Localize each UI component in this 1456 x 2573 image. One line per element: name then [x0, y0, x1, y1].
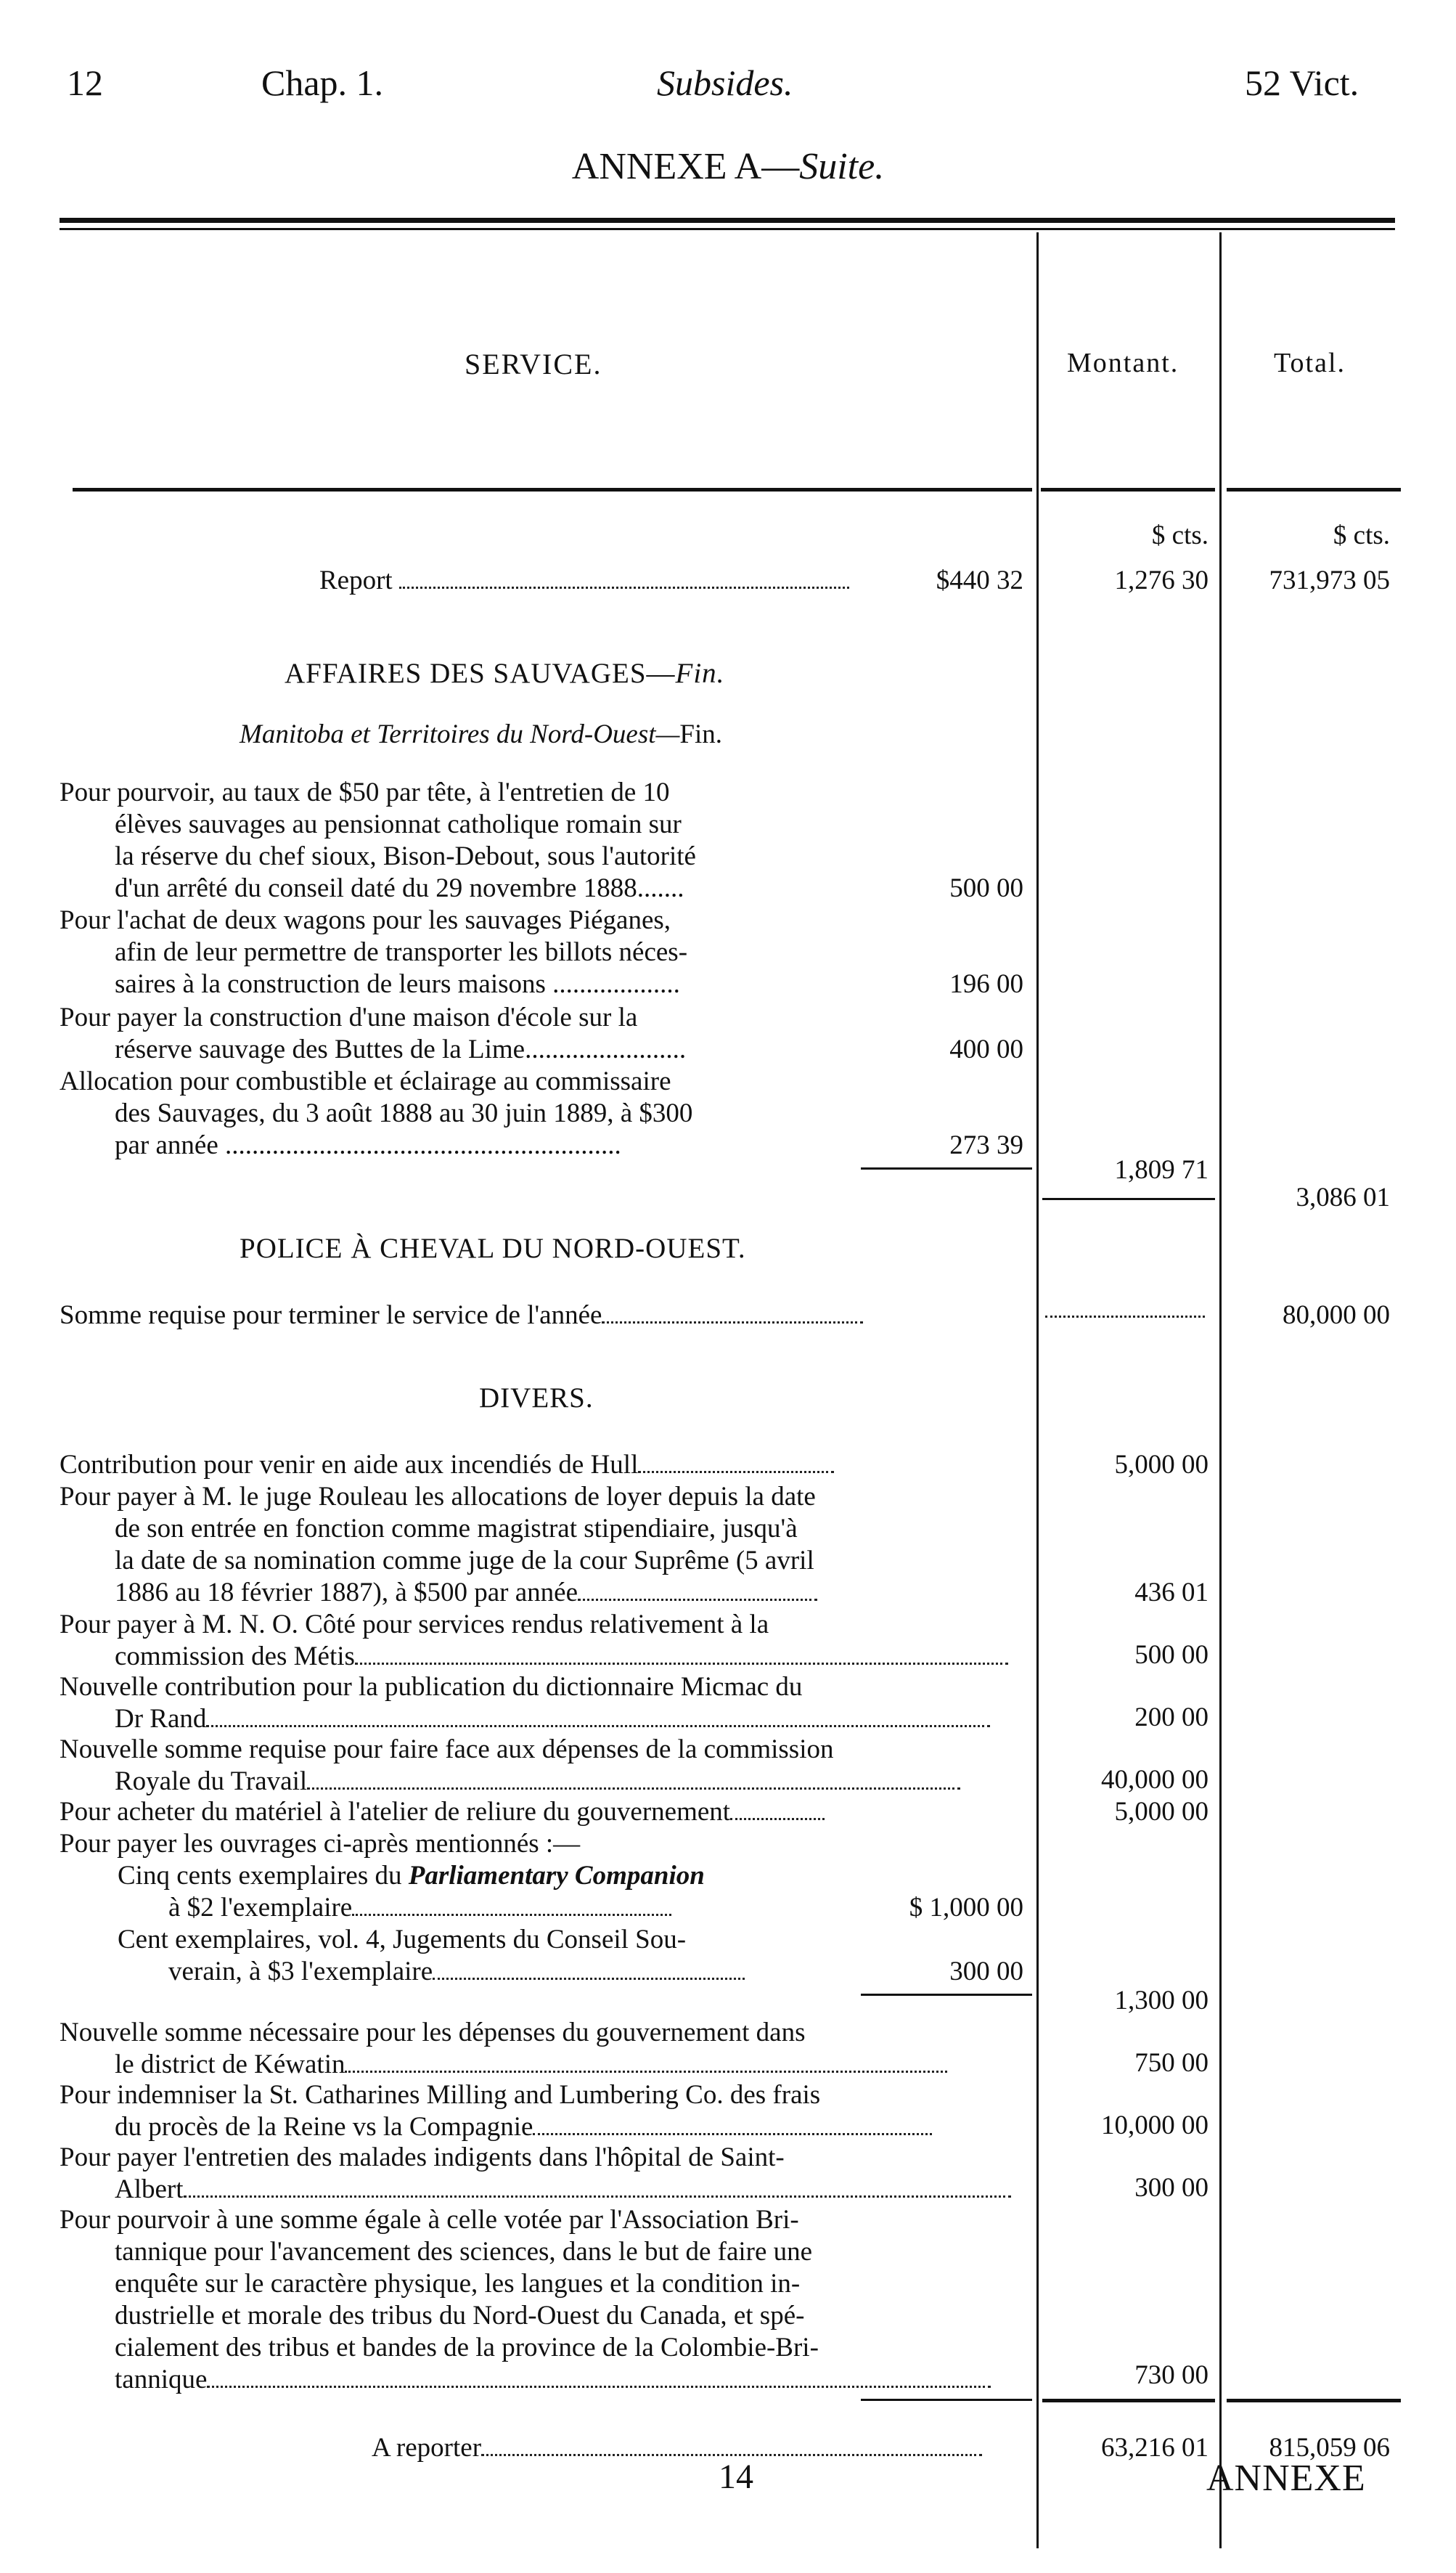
affaires-item-3-line: Pour payer la construction d'une maison d'école sur la [60, 1003, 638, 1032]
divers-item-9-leader [184, 2195, 1011, 2198]
section-title-divers: DIVERS. [479, 1382, 594, 1414]
divers-item-3-montant: 500 00 [1134, 1640, 1208, 1670]
column-header-service: SERVICE. [465, 348, 602, 380]
divers-item-1 [60, 1449, 1032, 1481]
divers-item-2-line [60, 1577, 1032, 1609]
ouvrages-amount-2: 300 00 [949, 1957, 1023, 1986]
ouvrages-line-3: Cent exemplaires, vol. 4, Jugements du Conseil Sou- [118, 1925, 687, 1954]
report-leader [399, 587, 849, 589]
divers-item-4-text: Dr Rand [115, 1704, 207, 1734]
footer-rule-service [861, 2399, 1032, 2401]
ouvrages-line-1 [60, 1860, 887, 1892]
header-rule-total [1227, 488, 1401, 492]
affaires-item-3 [60, 1002, 865, 1066]
divers-item-7-text: le district de Kéwatin [115, 2050, 345, 2079]
section-subtitle-manitoba [240, 719, 722, 751]
reporter-montant: 63,216 01 [1101, 2433, 1208, 2463]
top-rule-thin [60, 228, 1395, 230]
divers-item-4-line: Nouvelle contribution pour la publication du dictionnaire Micmac du [60, 1672, 803, 1702]
top-rule-thick [60, 218, 1395, 223]
report-sub-amount: $440 32 [936, 566, 1023, 595]
divers-item-10-leader [207, 2386, 991, 2388]
divers-item-2-leader [578, 1599, 817, 1601]
divers-item-6-line [60, 1796, 1032, 1828]
affaires-item-1 [60, 777, 865, 905]
running-title: Subsides. [657, 62, 793, 103]
divers-item-10 [60, 2204, 1032, 2396]
divers-item-10-line [60, 2364, 1032, 2396]
divers-item-6 [60, 1796, 1032, 1828]
police-item-text: Somme requise pour terminer le service de l'année [60, 1300, 602, 1330]
header-rule-montant [1041, 488, 1215, 492]
affaires-item-1-line: la réserve du chef sioux, Bison-Debout, sous l'autorité [115, 841, 696, 871]
affaires-item-4-line: Allocation pour combustible et éclairage au commissaire [60, 1067, 671, 1096]
affaires-total: 3,086 01 [1296, 1183, 1390, 1212]
divers-item-1-montant: 5,000 00 [1114, 1450, 1208, 1480]
annex-title-main: ANNEXE A— [571, 146, 800, 187]
divers-item-6-montant: 5,000 00 [1114, 1797, 1208, 1827]
column-divider-montant [1036, 232, 1039, 2548]
police-item [60, 1300, 1032, 1332]
divers-item-5 [60, 1734, 1032, 1798]
affaires-item-2-line: Pour l'achat de deux wagons pour les sauvages Piéganes, [60, 905, 671, 935]
divers-item-9-line: Pour payer l'entretien des malades indigents dans l'hôpital de Saint- [60, 2142, 785, 2172]
affaires-item-1-line: élèves sauvages au pensionnat catholique romain sur [115, 810, 682, 839]
divers-item-8-line: Pour indemniser la St. Catharines Milling and Lumbering Co. des frais [60, 2080, 821, 2110]
divers-item-3-text: commission des Métis [115, 1642, 355, 1671]
affaires-item-3-line: réserve sauvage des Buttes de la Lime........................ [115, 1035, 687, 1064]
ouvrages-block [60, 1828, 887, 1988]
divers-item-8-leader [533, 2133, 932, 2135]
section-title-affaires [285, 658, 724, 690]
reporter-total: 815,059 06 [1269, 2433, 1390, 2463]
section-title-police: POLICE À CHEVAL DU NORD-OUEST. [240, 1233, 746, 1264]
ouvrages-line-2-text: à $2 l'exemplaire [168, 1893, 353, 1922]
divers-item-10-line: dustrielle et morale des tribus du Nord-Ouest du Canada, et spé- [115, 2301, 805, 2331]
divers-item-8 [60, 2079, 1032, 2143]
chapter-label: Chap. 1. [261, 62, 384, 103]
divers-item-7-montant: 750 00 [1134, 2048, 1208, 2078]
ouvrages-line-2 [60, 1892, 887, 1924]
divers-item-10-montant: 730 00 [1134, 2360, 1208, 2390]
divers-item-4-montant: 200 00 [1134, 1703, 1208, 1732]
divers-item-3-line: Pour payer à M. N. O. Côté pour services rendus relativement à la [60, 1610, 769, 1639]
affaires-item-1-line: d'un arrêté du conseil daté du 29 novembre 1888....... [115, 873, 684, 903]
ouvrages-line-4-leader [433, 1978, 745, 1980]
affaires-item-4-amount: 273 39 [949, 1130, 1023, 1160]
divers-item-5-text: Royale du Travail [115, 1766, 308, 1796]
affaires-item-2 [60, 905, 865, 1000]
unit-total: $ cts. [1333, 521, 1390, 550]
divers-item-2-text: 1886 au 18 février 1887), à $500 par année [115, 1578, 578, 1607]
regnal-year: 52 Vict. [1245, 62, 1359, 103]
divers-item-8-montant: 10,000 00 [1101, 2111, 1208, 2140]
divers-item-7-line: Nouvelle somme nécessaire pour les dépenses du gouvernement dans [60, 2018, 806, 2047]
unit-montant: $ cts. [1151, 521, 1208, 550]
divers-item-4-line [60, 1703, 1032, 1735]
divers-item-2-line: Pour payer à M. le juge Rouleau les allocations de loyer depuis la date [60, 1482, 816, 1512]
divers-item-5-line [60, 1766, 1032, 1798]
ouvrages-line-1-title: Parliamentary Companion [408, 1861, 705, 1891]
section-subtitle-manitoba-suffix: Fin. [679, 719, 723, 749]
divers-item-5-leader [307, 1787, 960, 1790]
divers-item-3-line [60, 1641, 1032, 1673]
ouvrages-amount-1: $ 1,000 00 [909, 1893, 1023, 1922]
column-header-montant: Montant. [1067, 348, 1179, 378]
divers-item-1-line [60, 1449, 1032, 1481]
divers-item-7 [60, 2017, 1032, 2081]
divers-item-10-line: tannique pour l'avancement des sciences, dans le but de faire une [115, 2237, 813, 2267]
reporter-row [372, 2432, 1025, 2464]
police-leader [602, 1321, 863, 1324]
divers-item-7-line [60, 2049, 1032, 2081]
report-label: Report [319, 566, 393, 595]
divers-item-9-line [60, 2174, 1032, 2206]
divers-item-5-line: Nouvelle somme requise pour faire face aux dépenses de la commission [60, 1734, 834, 1764]
divers-item-4 [60, 1671, 1032, 1735]
affaires-item-4-line: par année ........................................................... [115, 1130, 621, 1160]
affaires-item-1-line: Pour pourvoir, au taux de $50 par tête, à l'entretien de 10 [60, 778, 670, 807]
divers-item-2 [60, 1481, 1032, 1609]
column-divider-total [1219, 232, 1222, 2548]
divers-item-2-line: de son entrée en fonction comme magistrat stipendiaire, jusqu'à [115, 1514, 798, 1544]
affaires-item-1-amount: 500 00 [949, 873, 1023, 903]
annex-title-suite: Suite. [799, 146, 885, 187]
affaires-item-2-line: afin de leur permettre de transporter les billots néces- [115, 937, 688, 967]
catchword: ANNEXE [1206, 2458, 1366, 2499]
section-title-affaires-suffix: Fin. [675, 658, 725, 689]
section-title-affaires-main: AFFAIRES DES SAUVAGES— [285, 658, 676, 689]
divers-item-10-line: enquête sur le caractère physique, les langues et la condition in- [115, 2269, 801, 2299]
divers-item-10-line: cialement des tribus et bandes de la province de la Colombie-Bri- [115, 2333, 819, 2362]
ouvrages-line-1-text: Cinq cents exemplaires du [118, 1861, 409, 1891]
reporter-leader [481, 2454, 982, 2456]
divers-item-9 [60, 2142, 1032, 2206]
page-folio: 14 [719, 2458, 753, 2496]
divers-item-3 [60, 1609, 1032, 1673]
divers-item-8-text: du procès de la Reine vs la Compagnie [115, 2112, 533, 2142]
divers-item-10-text: tannique [115, 2365, 208, 2394]
divers-item-4-leader [206, 1725, 990, 1727]
ouvrages-line-4-text: verain, à $3 l'exemplaire [168, 1957, 433, 1986]
ouvrages-line-4 [60, 1956, 887, 1988]
police-total: 80,000 00 [1283, 1300, 1390, 1330]
report-total: 731,973 05 [1269, 566, 1390, 595]
divers-item-9-text: Albert [115, 2174, 184, 2204]
affaires-item-2-amount: 196 00 [949, 969, 1023, 999]
divers-item-1-leader [638, 1471, 834, 1473]
annex-title [0, 145, 1456, 189]
header-rule-service [73, 488, 1032, 492]
ouvrages-montant: 1,300 00 [1114, 1986, 1208, 2015]
police-montant-leader [1045, 1316, 1205, 1318]
divers-item-6-leader [730, 1818, 825, 1820]
affaires-sub-rule [861, 1167, 1032, 1170]
affaires-item-3-amount: 400 00 [949, 1035, 1023, 1064]
column-header-total: Total. [1274, 348, 1346, 378]
divers-item-7-leader [345, 2071, 947, 2073]
reporter-label: A reporter [372, 2433, 482, 2463]
divers-item-5-montant: 40,000 00 [1101, 1765, 1208, 1795]
affaires-item-2-line: saires à la construction de leurs maisons ................... [115, 969, 680, 999]
affaires-montant-total: 1,809 71 [1114, 1155, 1208, 1185]
affaires-item-4-line: des Sauvages, du 3 août 1888 au 30 juin 1889, à $300 [115, 1098, 693, 1128]
ouvrages-line-2-leader [352, 1914, 671, 1916]
divers-item-3-leader [355, 1663, 1008, 1665]
affaires-item-4 [60, 1066, 865, 1162]
divers-item-2-montant: 436 01 [1134, 1578, 1208, 1607]
divers-item-8-line [60, 2111, 1032, 2143]
divers-item-9-montant: 300 00 [1134, 2173, 1208, 2203]
ouvrages-sub-rule [861, 1994, 1032, 1996]
divers-item-1-text: Contribution pour venir en aide aux incendiés de Hull [60, 1450, 639, 1480]
page-number: 12 [67, 62, 103, 103]
section-subtitle-manitoba-main: Manitoba et Territoires du Nord-Ouest— [240, 719, 680, 749]
report-montant: 1,276 30 [1114, 566, 1208, 595]
divers-item-2-line: la date de sa nomination comme juge de la cour Suprême (5 avril [115, 1546, 814, 1575]
report-row [319, 565, 871, 597]
divers-item-10-line: Pour pourvoir à une somme égale à celle votée par l'Association Bri- [60, 2205, 799, 2235]
footer-rule-montant [1042, 2399, 1215, 2402]
footer-rule-total [1227, 2399, 1401, 2402]
affaires-montant-rule [1042, 1198, 1215, 1200]
divers-item-6-text: Pour acheter du matériel à l'atelier de reliure du gouvernement [60, 1797, 731, 1827]
ouvrages-intro: Pour payer les ouvrages ci-après mentionnés :— [60, 1829, 581, 1859]
